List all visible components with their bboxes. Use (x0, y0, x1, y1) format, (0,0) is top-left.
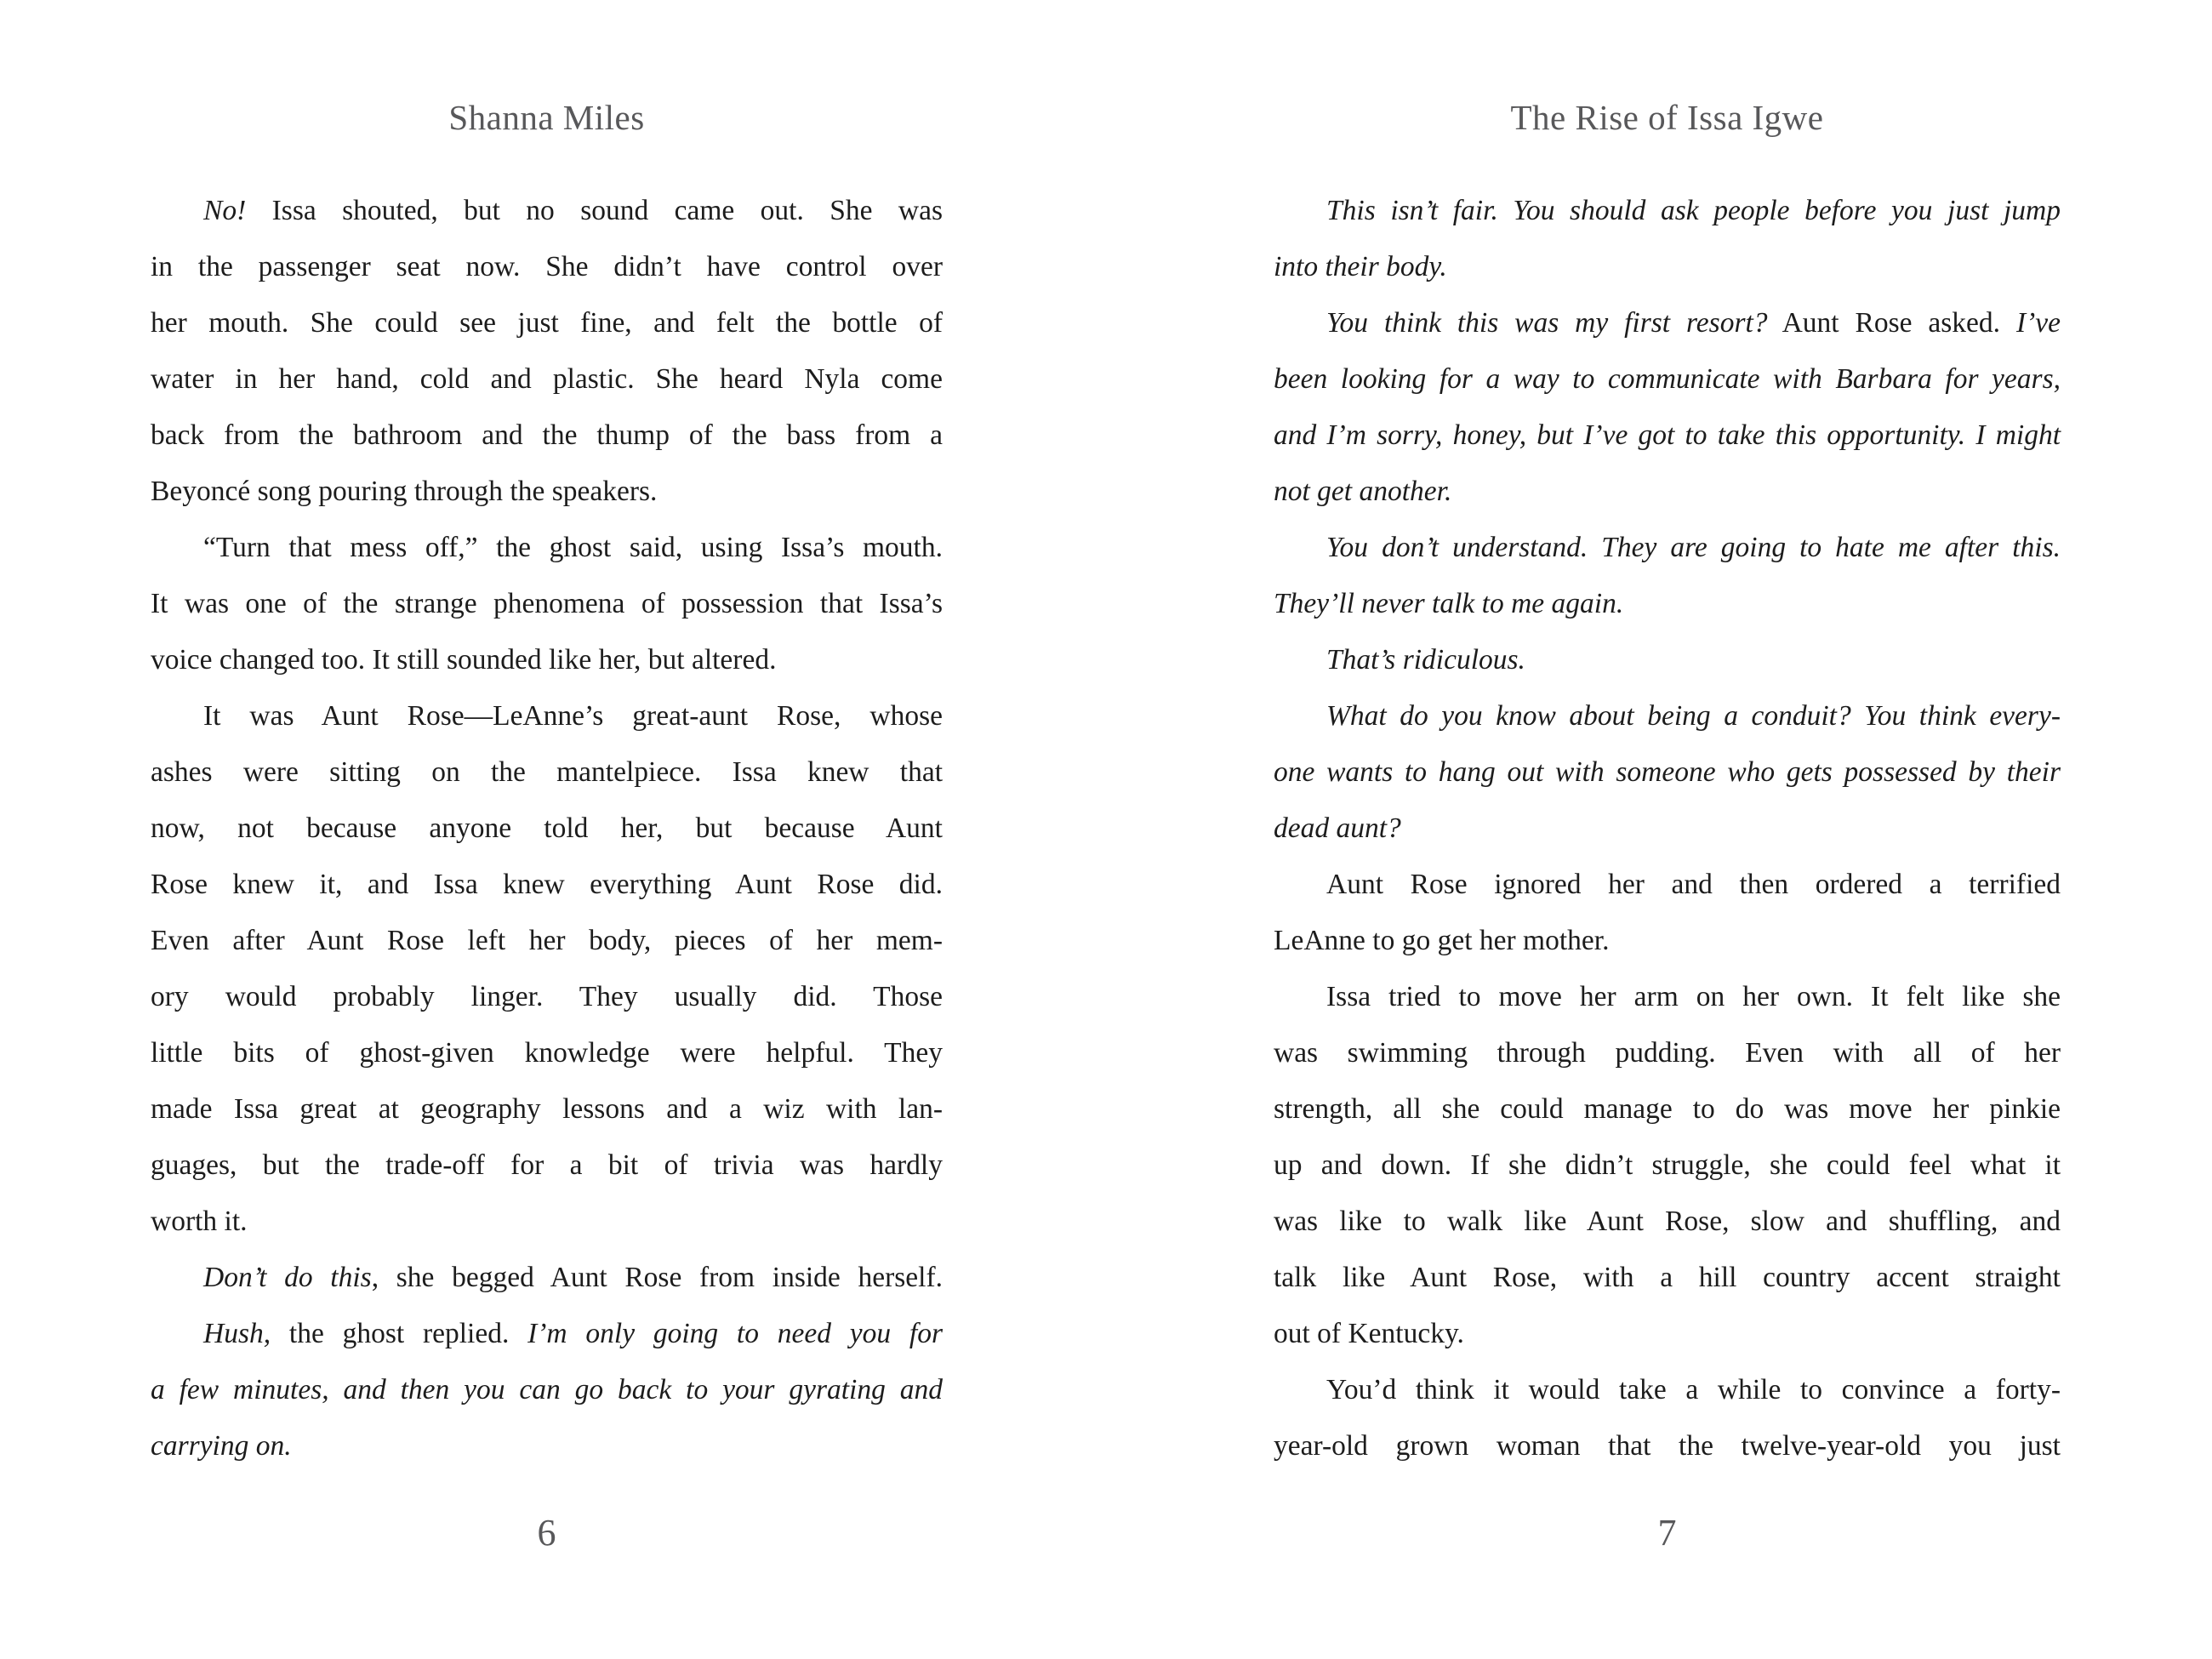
text-segment: Issa shouted, but no sound came out. She was (246, 195, 943, 226)
running-head-title: The Rise of Issa Igwe (1510, 98, 1824, 137)
text-segment: year-old grown woman that the twelve-year-old you just (1274, 1430, 2061, 1462)
text-line (1274, 351, 2061, 408)
text-line (151, 688, 943, 744)
text-segment: not get another. (1274, 476, 1452, 507)
paragraph (151, 520, 943, 688)
page-body-right (1274, 183, 2061, 1474)
text-segment: one wants to hang out with someone who gets possessed by their (1274, 756, 2061, 788)
text-segment: the ghost replied. (271, 1318, 528, 1349)
text-line (151, 1194, 943, 1250)
paragraph (1274, 183, 2061, 295)
text-segment: a few minutes, and then you can go back to your gyrating and (151, 1374, 943, 1405)
text-line (1274, 1418, 2061, 1474)
text-line (151, 239, 943, 295)
text-line (151, 969, 943, 1025)
text-segment: water in her hand, cold and plastic. She heard Nyla come (151, 363, 943, 395)
text-segment: Beyoncé song pouring through the speakers. (151, 476, 658, 507)
text-line (151, 576, 943, 632)
text-line (151, 464, 943, 520)
text-line (151, 1418, 943, 1474)
text-line (151, 1250, 943, 1306)
text-line (1274, 1081, 2061, 1137)
text-segment: No! (203, 195, 247, 226)
text-segment: Even after Aunt Rose left her body, pieces of her mem- (151, 925, 943, 956)
text-line (1274, 632, 2061, 688)
text-line (1274, 857, 2061, 913)
paragraph (151, 1306, 943, 1474)
text-line (1274, 801, 2061, 857)
text-segment: Hush, (203, 1318, 271, 1349)
text-line (1274, 1194, 2061, 1250)
paragraph (1274, 632, 2061, 688)
text-line (1274, 576, 2061, 632)
text-line (151, 1362, 943, 1418)
text-line (151, 801, 943, 857)
text-segment: ashes were sitting on the mantelpiece. Issa knew that (151, 756, 943, 788)
text-segment: was like to walk like Aunt Rose, slow and shuffling, and (1274, 1206, 2061, 1237)
text-segment: up and down. If she didn’t struggle, she could feel what it (1274, 1149, 2061, 1181)
paragraph (1274, 969, 2061, 1362)
paragraph (1274, 688, 2061, 857)
text-segment: What do you know about being a conduit? You think every- (1326, 700, 2061, 732)
text-segment: This isn’t fair. You should ask people before you just jump (1326, 195, 2061, 226)
text-segment: It was one of the strange phenomena of possession that Issa’s (151, 588, 943, 619)
text-segment: little bits of ghost-given knowledge were helpful. They (151, 1037, 943, 1069)
text-segment: was swimming through pudding. Even with all of her (1274, 1037, 2061, 1069)
paragraph (1274, 295, 2061, 520)
text-segment: I’m only going to need you for (527, 1318, 943, 1349)
text-line (151, 1137, 943, 1194)
text-segment: Aunt Rose ignored her and then ordered a terrified (1326, 869, 2061, 900)
text-segment: “Turn that mess off,” the ghost said, using Issa’s mouth. (203, 532, 943, 563)
page-number-left: 6 (537, 1512, 556, 1554)
text-segment: ory would probably linger. They usually did. Those (151, 981, 943, 1012)
text-segment: You think this was my first resort? (1326, 307, 1768, 339)
text-line (1274, 688, 2061, 744)
text-segment: voice changed too. It still sounded like her, but altered. (151, 644, 777, 676)
text-line (1274, 183, 2061, 239)
text-segment: in the passenger seat now. She didn’t have control over (151, 251, 943, 282)
text-segment: You don’t understand. They are going to hate me after this. (1326, 532, 2061, 563)
text-segment: It was Aunt Rose—LeAnne’s great-aunt Rose, whose (203, 700, 943, 732)
text-segment: guages, but the trade-off for a bit of trivia was hardly (151, 1149, 943, 1181)
paragraph (1274, 1362, 2061, 1474)
text-segment: LeAnne to go get her mother. (1274, 925, 1610, 956)
paragraph (1274, 857, 2061, 969)
text-segment: I’ve (2015, 307, 2061, 339)
text-segment: strength, all she could manage to do was move her pinkie (1274, 1093, 2061, 1125)
text-segment: Rose knew it, and Issa knew everything Aunt Rose did. (151, 869, 943, 900)
text-line (1274, 969, 2061, 1025)
page-body-left (151, 183, 943, 1474)
text-line (1274, 1025, 2061, 1081)
text-segment: worth it. (151, 1206, 248, 1237)
text-segment: into their body. (1274, 251, 1447, 282)
text-segment: Aunt Rose asked. (1767, 307, 2016, 339)
page-number-right: 7 (1657, 1512, 1677, 1554)
book-page-right (1274, 0, 2061, 1659)
book-page-left (151, 0, 943, 1659)
text-segment: They’ll never talk to me again. (1274, 588, 1624, 619)
text-line (151, 632, 943, 688)
text-line (1274, 1250, 2061, 1306)
text-line (151, 295, 943, 351)
text-segment: , she begged Aunt Rose from inside herself. (371, 1262, 943, 1293)
text-line (151, 913, 943, 969)
text-line (1274, 913, 2061, 969)
text-segment: out of Kentucky. (1274, 1318, 1464, 1349)
text-line (1274, 520, 2061, 576)
text-segment: made Issa great at geography lessons and a wiz with lan- (151, 1093, 943, 1125)
text-segment: carrying on. (151, 1430, 292, 1462)
text-segment: and I’m sorry, honey, but I’ve got to take this opportunity. I might (1274, 419, 2061, 451)
text-segment: her mouth. She could see just fine, and felt the bottle of (151, 307, 943, 339)
text-line (151, 183, 943, 239)
text-line (151, 351, 943, 408)
text-line (151, 520, 943, 576)
paragraph (151, 688, 943, 1250)
text-segment: Issa tried to move her arm on her own. It felt like she (1326, 981, 2061, 1012)
text-segment: been looking for a way to communicate with Barbara for years, (1274, 363, 2061, 395)
text-segment: That’s ridiculous. (1326, 644, 1525, 676)
text-segment: Don’t do this (203, 1262, 372, 1293)
text-segment: dead aunt? (1274, 812, 1401, 844)
text-segment: now, not because anyone told her, but because Aunt (151, 812, 943, 844)
text-segment: talk like Aunt Rose, with a hill country accent straight (1274, 1262, 2061, 1293)
text-segment: You’d think it would take a while to convince a forty- (1326, 1374, 2061, 1405)
text-line (1274, 744, 2061, 801)
paragraph (151, 183, 943, 520)
text-line (151, 744, 943, 801)
text-line (151, 1081, 943, 1137)
text-line (151, 857, 943, 913)
paragraph (1274, 520, 2061, 632)
text-line (1274, 1306, 2061, 1362)
text-line (1274, 408, 2061, 464)
text-line (151, 1025, 943, 1081)
text-line (1274, 464, 2061, 520)
running-head-author: Shanna Miles (448, 98, 645, 137)
paragraph (151, 1250, 943, 1306)
text-segment: back from the bathroom and the thump of the bass from a (151, 419, 943, 451)
text-line (1274, 1137, 2061, 1194)
text-line (151, 1306, 943, 1362)
text-line (1274, 295, 2061, 351)
text-line (1274, 1362, 2061, 1418)
text-line (1274, 239, 2061, 295)
text-line (151, 408, 943, 464)
